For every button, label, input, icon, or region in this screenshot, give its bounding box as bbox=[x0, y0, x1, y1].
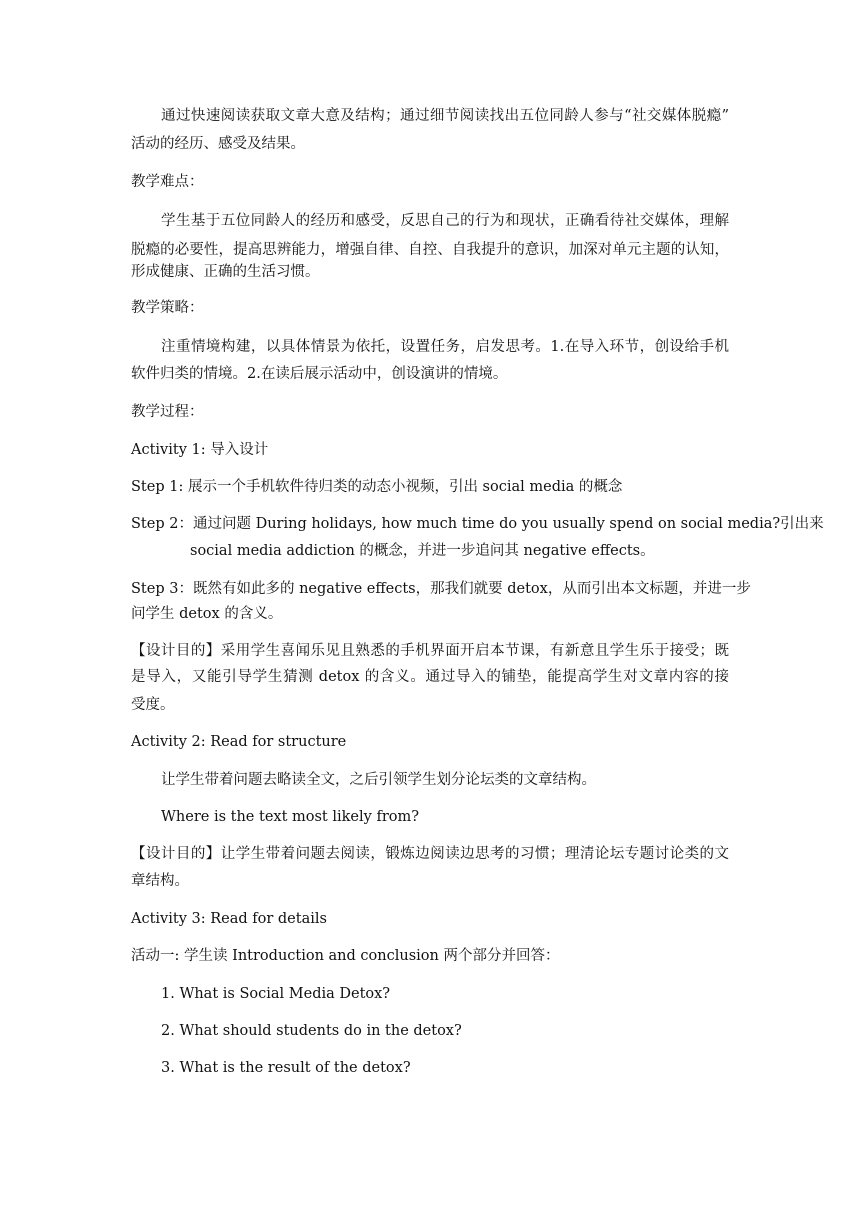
step-line: Step 2：通过问题 During holidays, how much time do you usually spend on social media?引出来 bbox=[131, 516, 824, 532]
activity-heading: Activity 2: Read for structure bbox=[131, 734, 347, 750]
section-heading: 教学难点： bbox=[131, 174, 204, 190]
text-line: 活动一: 学生读 Introduction and conclusion 两个部分并回答： bbox=[131, 948, 560, 964]
question-line: 1. What is Social Media Detox? bbox=[161, 986, 391, 1002]
design-purpose: 是导入，又能引导学生猜测 detox 的含义。通过导入的铺垫，能提高学生对文章内容的接 bbox=[131, 669, 729, 685]
activity-heading: Activity 3: Read for details bbox=[131, 911, 327, 927]
activity-heading: Activity 1: 导入设计 bbox=[131, 442, 269, 458]
design-purpose: 【设计目的】让学生带着问题去阅读，锻炼边阅读边思考的习惯；理清论坛专题讨论类的文 bbox=[131, 846, 729, 862]
text-line: 活动的经历、感受及结果。 bbox=[131, 136, 305, 152]
question-line: 2. What should students do in the detox? bbox=[161, 1023, 462, 1039]
text-line: 软件归类的情境。2.在读后展示活动中，创设演讲的情境。 bbox=[131, 366, 508, 382]
text-line: 让学生带着问题去略读全文，之后引领学生划分论坛类的文章结构。 bbox=[161, 772, 596, 788]
step-line: Step 3：既然有如此多的 negative effects，那我们就要 detox，从而引出本文标题，并进一步 bbox=[131, 581, 751, 597]
step-line: social media addiction 的概念，并进一步追问其 negative effects。 bbox=[190, 543, 655, 559]
design-purpose: 【设计目的】采用学生喜闻乐见且熟悉的手机界面开启本节课，有新意且学生乐于接受；既 bbox=[131, 643, 729, 659]
design-purpose: 章结构。 bbox=[131, 873, 189, 889]
question-line: Where is the text most likely from? bbox=[161, 809, 419, 825]
section-heading: 教学策略： bbox=[131, 300, 204, 316]
step-line: Step 1: 展示一个手机软件待归类的动态小视频，引出 social media 的概念 bbox=[131, 479, 623, 495]
text-line: 注重情境构建，以具体情景为依托，设置任务，启发思考。1.在导入环节，创设给手机 bbox=[161, 339, 729, 355]
text-line: 形成健康、正确的生活习惯。 bbox=[131, 264, 320, 280]
step-line: 问学生 detox 的含义。 bbox=[131, 606, 283, 622]
question-line: 3. What is the result of the detox? bbox=[161, 1060, 411, 1076]
section-heading: 教学过程： bbox=[131, 404, 204, 420]
text-line: 通过快速阅读获取文章大意及结构；通过细节阅读找出五位同龄人参与“社交媒体脱瘾” bbox=[161, 108, 729, 124]
text-line: 学生基于五位同龄人的经历和感受，反思自己的行为和现状，正确看待社交媒体，理解 bbox=[161, 213, 729, 229]
text-line: 脱瘾的必要性，提高思辨能力，增强自律、自控、自我提升的意识，加深对单元主题的认知， bbox=[131, 242, 729, 258]
design-purpose: 受度。 bbox=[131, 697, 175, 713]
